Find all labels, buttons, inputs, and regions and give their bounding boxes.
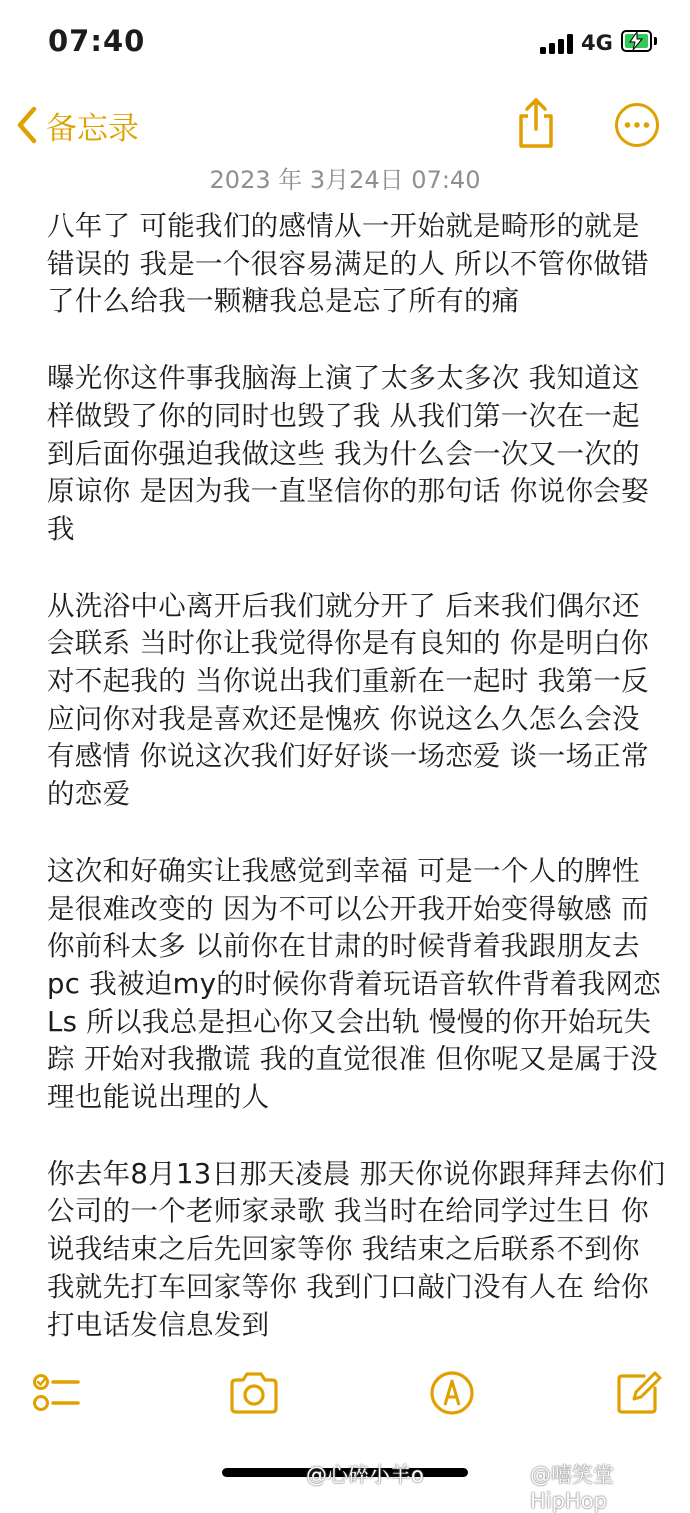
watermark-right: @嘻笑堂HipHop bbox=[530, 1463, 614, 1513]
nav-bar bbox=[0, 90, 690, 160]
status-bar bbox=[0, 0, 690, 90]
network-type: 4G bbox=[581, 31, 613, 55]
status-time: 07:40 bbox=[48, 24, 146, 58]
note-body[interactable] bbox=[47, 208, 667, 1383]
back-button[interactable] bbox=[14, 100, 139, 150]
battery-charging-icon bbox=[621, 30, 657, 52]
note-paragraph: 这次和好确实让我感觉到幸福 可是一个人的脾性是很难改变的 因为不可以公开我开始变得敏感 而你前科太多 以前你在甘肃的时候背着我跟朋友去pc 我被迫my的时候你背着玩语音软件背着我网恋Ls 所以我总是担心你又会出轨 慢慢的你开始玩失踪 开始对我撒谎 我的直觉很准 但你呢又是属于没理也能说出理的人 bbox=[47, 854, 662, 1114]
chevron-left-icon bbox=[14, 105, 40, 145]
note-paragraph: 从洗浴中心离开后我们就分开了 后来我们偶尔还会联系 当时你让我觉得你是有良知的 你是明白你对不起我的 当你说出我们重新在一起时 我第一反应问你对我是喜欢还是愧疚 你说这么久怎么会没有感情 你说这次我们好好谈一场恋爱 谈一场正常的恋爱 bbox=[47, 589, 649, 811]
note-paragraph: 曝光你这件事我脑海上演了太多太多次 我知道这样做毁了你的同时也毁了我 从我们第一次在一起到后面你强迫我做这些 我为什么会一次又一次的原谅你 是因为我一直坚信你的那句话 你说你会娶我 bbox=[47, 362, 649, 545]
camera-icon bbox=[228, 1370, 280, 1416]
compose-button[interactable] bbox=[614, 1370, 666, 1416]
checklist-icon bbox=[30, 1370, 82, 1416]
share-icon bbox=[514, 96, 558, 150]
ellipsis-circle-icon bbox=[614, 102, 660, 148]
cellular-signal-icon bbox=[540, 34, 574, 54]
markup-button[interactable] bbox=[426, 1370, 478, 1416]
more-button[interactable] bbox=[614, 102, 660, 148]
back-label: 备忘录 bbox=[46, 110, 139, 147]
watermark-left: @心碎小羊o bbox=[306, 1463, 424, 1487]
note-paragraph: 八年了 可能我们的感情从一开始就是畸形的就是错误的 我是一个很容易满足的人 所以不管你做错了什么给我一颗糖我总是忘了所有的痛 bbox=[47, 210, 649, 318]
compose-icon bbox=[614, 1370, 666, 1416]
share-button[interactable] bbox=[514, 96, 558, 150]
checklist-button[interactable] bbox=[30, 1370, 82, 1416]
camera-button[interactable] bbox=[228, 1370, 280, 1416]
pen-markup-icon bbox=[426, 1370, 478, 1416]
note-date: 2023 年 3月24日 07:40 bbox=[209, 166, 481, 194]
note-paragraph: 你去年8月13日那天凌晨 那天你说你跟拜拜去你们公司的一个老师家录歌 我当时在给同学过生日 你说我结束之后先回家等你 我结束之后联系不到你 我就先打车回家等你 我到门口敲门没有人在 给你打电话发信息发到 bbox=[47, 1157, 666, 1341]
